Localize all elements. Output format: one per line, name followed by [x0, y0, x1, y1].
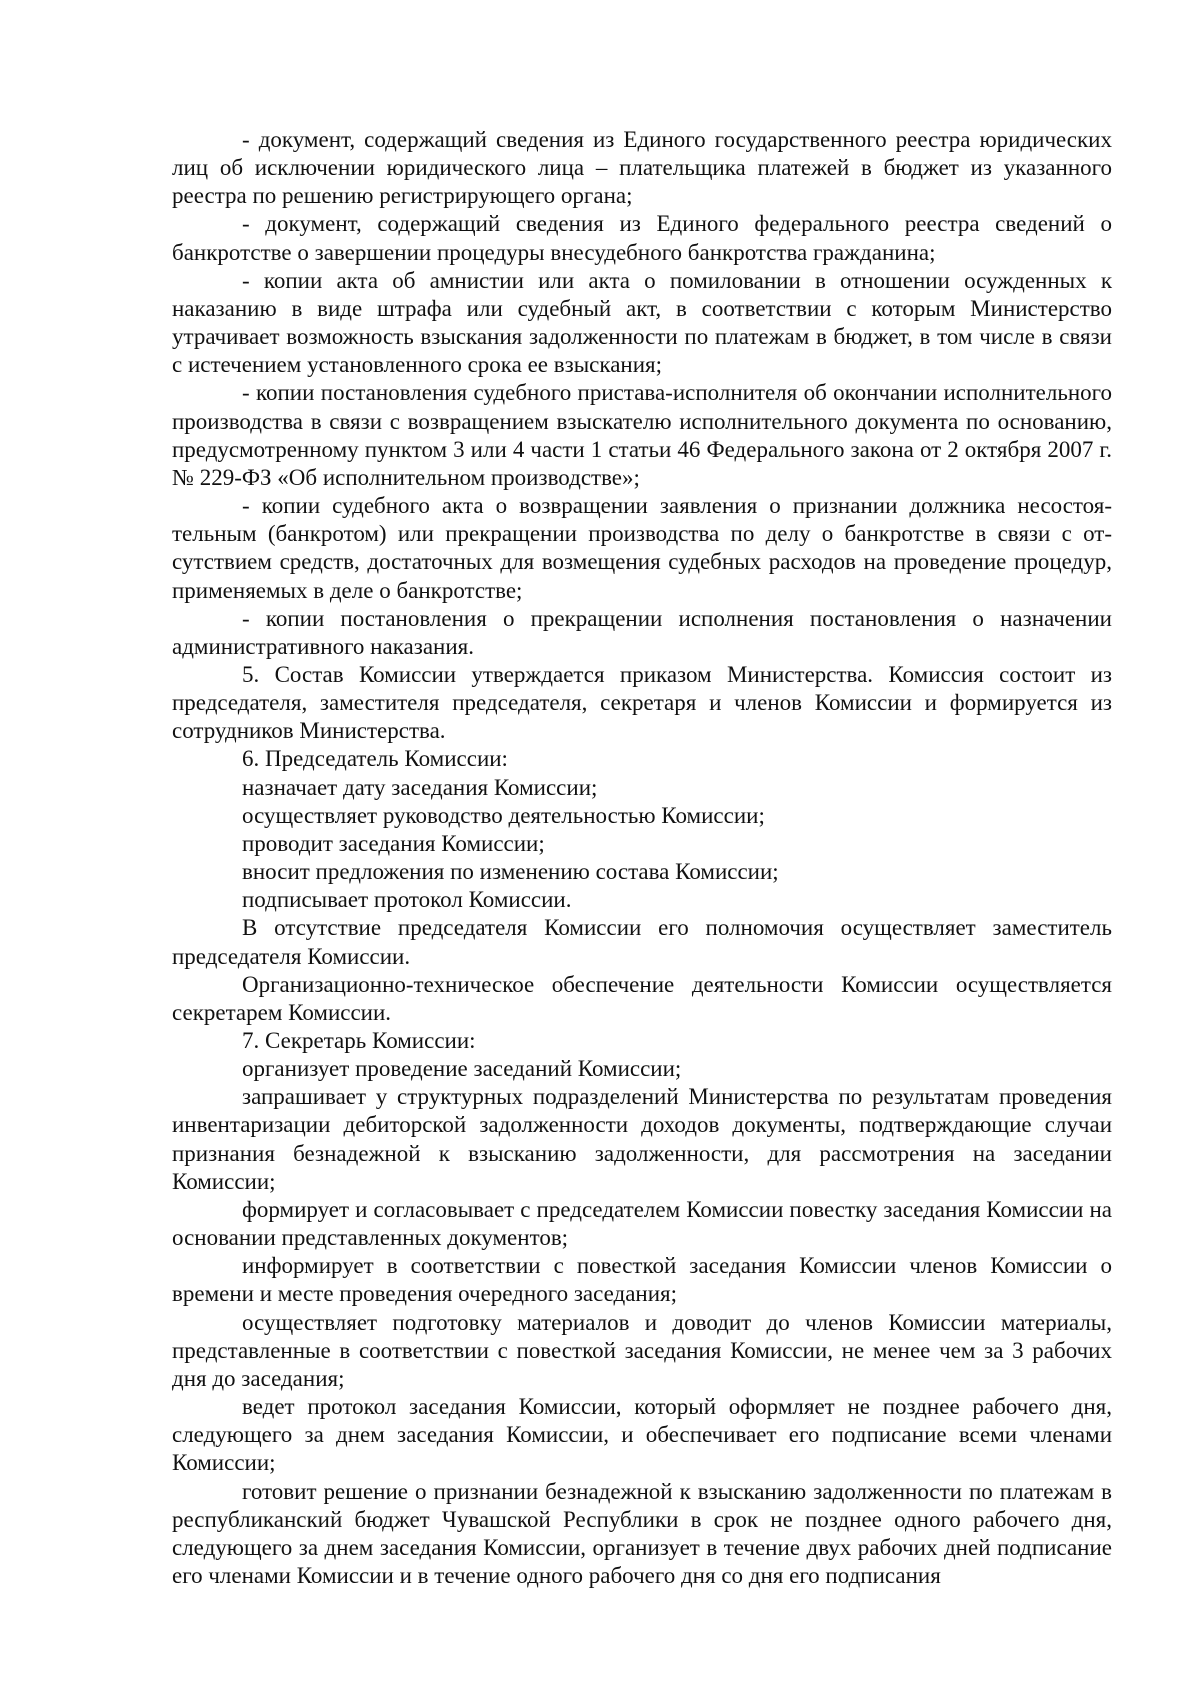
paragraph-administrative-penalty: - копии постановления о прекращении исполнения постановления о назначении административного наказания. — [172, 605, 1112, 659]
paragraph-secretary-duty-6: ведет протокол заседания Комиссии, который оформляет не позднее рабочего дня, следующего за днем заседания Комиссии, и обеспечивает его подписание всеми членами Комиссии; — [172, 1394, 1112, 1476]
paragraph-secretary-duty-5: осуществляет подготовку материалов и доводит до членов Комиссии материалы, представленные в соответствии с повесткой заседания Комиссии, не менее чем за 3 рабочих дня до заседания; — [172, 1309, 1112, 1391]
paragraph-secretary-duty-1: организует проведение заседаний Комиссии; — [242, 1056, 682, 1082]
paragraph-chair-duty-1: назначает дату заседания Комиссии; — [242, 774, 598, 800]
paragraph-chair-duty-3: проводит заседания Комиссии; — [242, 830, 545, 856]
paragraph-court-act: - копии судебного акта о возвращении заявления о признании должника несостоятельным (банкротом) или прекращении производства по делу о банкротстве в связи с отсутствием средств, достаточных для возмещения судебных расходов на проведение процедур, применяемых в деле о банкротстве; — [172, 493, 1112, 603]
paragraph-bailiff-resolution: - копии постановления судебного пристава-исполнителя об окончании исполнительного производства в связи с возвращением взыскателю исполнительного документа по основанию, предусмотренному пунктом 3 или 4 части 1 статьи 46 Федерального закона от 2 октября 2007 г. № 229-ФЗ «Об исполнительном производстве»; — [172, 380, 1112, 490]
paragraph-secretary-duty-7: готовит решение о признании безнадежной к взысканию задолженности по платежам в республиканский бюджет Чувашской Республики в срок не позднее одного рабочего дня, следующего за днем заседания Комиссии, организует в течение двух рабочих дней подписание его членами Комиссии и в течение одного рабочего дня со дня его подписания — [172, 1478, 1112, 1588]
paragraph-chair-duty-5: подписывает протокол Комиссии. — [242, 887, 572, 913]
paragraph-deputy-chair: В отсутствие председателя Комиссии его полномочия осуществляет заместитель председателя Комиссии. — [172, 915, 1112, 969]
paragraph-secretary-duty-2: запрашивает у структурных подразделений Министерства по результатам проведения инвентаризации дебиторской задолженности доходов документы, подтверждающие случаи признания безнадежной к взысканию задолженности, для рассмотрения на заседании Комиссии; — [172, 1084, 1112, 1194]
paragraph-chair-duty-2: осуществляет руководство деятельностью Комиссии; — [242, 802, 765, 828]
paragraph-section-7-heading: 7. Секретарь Комиссии: — [242, 1028, 476, 1053]
paragraph-secretary-duty-3: формирует и согласовывает с председателем Комиссии повестку заседания Комиссии на основании представленных документов; — [172, 1196, 1112, 1251]
paragraph-section-6-heading: 6. Председатель Комиссии: — [242, 746, 508, 772]
paragraph-amnesty-act: - копии акта об амнистии или акта о помиловании в отношении осужденных к наказанию в виде штрафа или судебный акт, в соответствии с которым Министерство утрачивает возможность взыскания задолженности по платежам в бюджет, в том числе в связи с истечением установленного срока ее взыскания; — [172, 267, 1112, 378]
paragraph-secretary-duty-4: информирует в соответствии с повесткой заседания Комиссии членов Комиссии о времени и месте проведения очередного заседания; — [172, 1253, 1112, 1307]
paragraph-egrul-exclusion: - документ, содержащий сведения из Единого государственного реестра юридических лиц об исключении юридического лица – плательщика платежей в бюджет из указанного реестра по решению регистрирующего органа; — [172, 127, 1112, 209]
paragraph-bankruptcy-registry: - документ, содержащий сведения из Единого федерального реестра сведений о банкротстве о завершении процедуры внесудебного банкротства гражданина; — [172, 211, 1112, 265]
paragraph-section-5: 5. Состав Комиссии утверждается приказом Министерства. Комиссия состоит из председателя, заместителя председателя, секретаря и членов Комиссии и формируется из сотрудников Министерства. — [172, 661, 1112, 744]
paragraph-technical-support: Организационно-техническое обеспечение деятельности Комиссии осуществляется секретарем Комиссии. — [172, 971, 1112, 1025]
document-body — [172, 126, 1112, 1590]
paragraph-chair-duty-4: вносит предложения по изменению состава Комиссии; — [242, 859, 779, 885]
